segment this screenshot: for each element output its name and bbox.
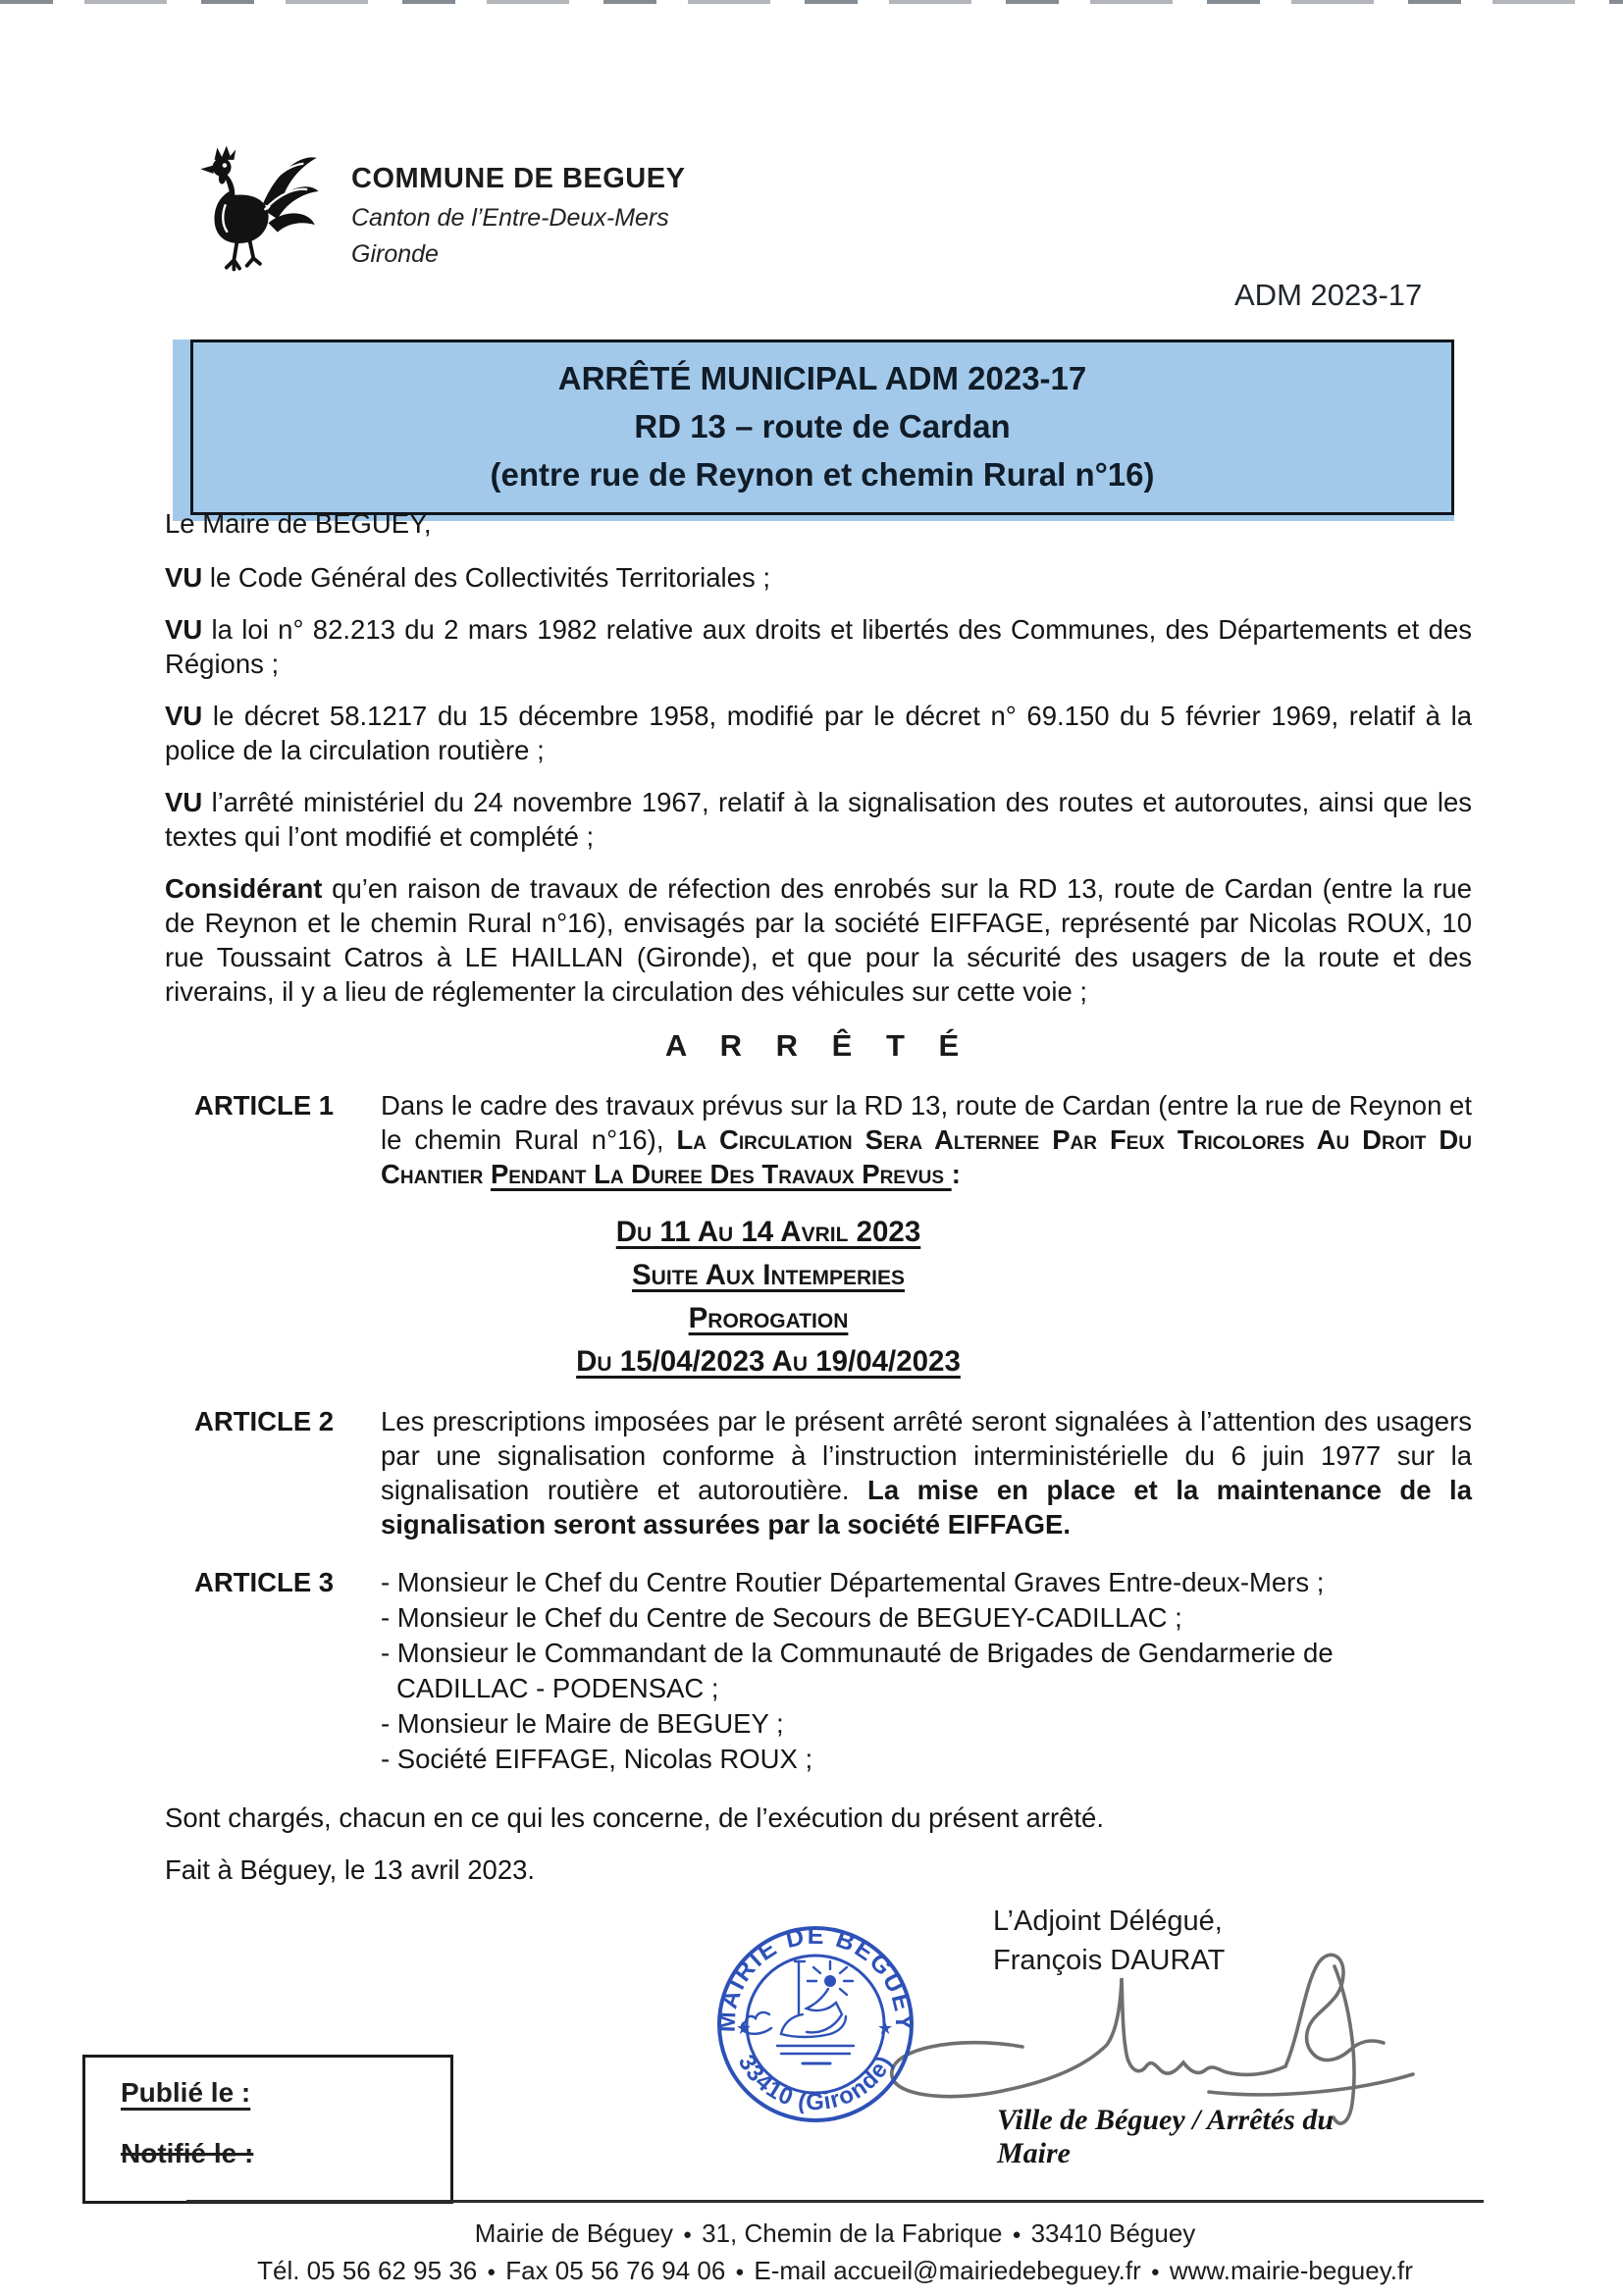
- signature-caption: Ville de Béguey / Arrêtés du Maire: [997, 2104, 1335, 2169]
- article-1: [165, 1088, 1472, 1191]
- article-3-item: - Société EIFFAGE, Nicolas ROUX ;: [381, 1744, 813, 1774]
- article-3-item: - Monsieur le Commandant de la Communauté de Brigades de Gendarmerie de: [381, 1638, 1334, 1668]
- date-line-4: Du 15/04/2023 Au 19/04/2023: [576, 1345, 961, 1378]
- footer-city: 33410 Béguey: [1030, 2218, 1196, 2248]
- article-3-item: - Monsieur le Maire de BEGUEY ;: [381, 1708, 784, 1739]
- arrete-heading: A R R Ê T É: [664, 1028, 972, 1063]
- vu-label: VU: [165, 701, 203, 731]
- bullet-icon: ●: [735, 2264, 745, 2280]
- footer-street: 31, Chemin de la Fabrique: [702, 2218, 1003, 2248]
- article-3-item: - Monsieur le Chef du Centre de Secours de BEGUEY-CADILLAC ;: [381, 1602, 1182, 1633]
- stamp-figure: [742, 1961, 854, 2063]
- letterhead: [188, 139, 685, 279]
- footer-fax: Fax 05 56 76 94 06: [505, 2256, 726, 2285]
- bullet-icon: ●: [1150, 2264, 1160, 2280]
- vu-label: VU: [165, 787, 203, 817]
- article-2-text-bold: La mise en place et la maintenance de la signalisation seront assurées par la société EIFFAGE.: [381, 1475, 1472, 1539]
- title-box-inner: [190, 339, 1454, 515]
- vu-text: l’arrêté ministériel du 24 novembre 1967, relatif à la signalisation des routes et autoroutes, ainsi que les textes qui l’ont modifié et complété ;: [165, 787, 1472, 852]
- title-box: [173, 339, 1454, 521]
- footer-org: Mairie de Béguey: [474, 2218, 674, 2248]
- considerant-label: Considérant: [165, 873, 323, 904]
- document-body: [165, 506, 1472, 1905]
- article-1-text: [381, 1088, 1472, 1191]
- published-label: Publié le :: [121, 2077, 251, 2108]
- vu-text: la loi n° 82.213 du 2 mars 1982 relative aux droits et libertés des Communes, des Départements et des Régions ;: [165, 614, 1472, 679]
- bullet-icon: ●: [683, 2226, 693, 2243]
- article-3-item: - Monsieur le Chef du Centre Routier Départemental Graves Entre-deux-Mers ;: [381, 1567, 1325, 1597]
- vu-clause-4: [165, 785, 1472, 854]
- footer: [186, 2216, 1484, 2290]
- article-1-colon: :: [951, 1159, 961, 1189]
- opening-line: Le Maire de BEGUEY,: [165, 508, 432, 539]
- date-line-3: Prorogation: [688, 1302, 849, 1334]
- article-1-text-underlined: Pendant La Duree Des Travaux Prevus: [490, 1159, 952, 1189]
- publish-box: [82, 2055, 453, 2204]
- article-3: [165, 1565, 1472, 1777]
- article-1-text-normal: Dans le cadre des travaux prévus sur la RD 13, route de Cardan (entre la rue de Reynon et le chemin Rural n°16),: [381, 1090, 1472, 1155]
- article-2: [165, 1404, 1472, 1541]
- vu-clause-1: [165, 560, 1472, 595]
- departement-label: Gironde: [351, 240, 439, 268]
- date-line-2: Suite Aux Intemperies: [631, 1259, 905, 1291]
- article-1-label: ARTICLE 1: [194, 1090, 335, 1121]
- considerant-text: qu’en raison de travaux de réfection des enrobés sur la RD 13, route de Cardan (entre la rue de Reynon et le chemin Rural n°16), envisagés par la société EIFFAGE, représenté par Nicolas ROUX, 10 rue Toussaint Catros à LE HAILLAN (Gironde), et que pour la sécurité des usagers de la route et des riverains, il y a lieu de réglementer la circulation des véhicules sur cette voie ;: [165, 873, 1472, 1007]
- vu-text: le Code Général des Collectivités Territoriales ;: [202, 562, 770, 593]
- dateline: Fait à Béguey, le 13 avril 2023.: [165, 1854, 536, 1885]
- bullet-icon: ●: [487, 2264, 497, 2280]
- signatory-role: L’Adjoint Délégué,: [993, 1905, 1223, 1937]
- footer-phone: Tél. 05 56 62 95 36: [257, 2256, 478, 2285]
- footer-email: E-mail accueil@mairiedebeguey.fr: [754, 2256, 1141, 2285]
- vu-text: le décret 58.1217 du 15 décembre 1958, modifié par le décret n° 69.150 du 5 février 1969, relatif à la police de la circulation routière ;: [165, 701, 1472, 765]
- footer-website: www.mairie-beguey.fr: [1169, 2256, 1413, 2285]
- title-line-3: (entre rue de Reynon et chemin Rural n°16): [490, 456, 1155, 493]
- closing-line: Sont chargés, chacun en ce qui les concerne, de l’exécution du présent arrêté.: [165, 1802, 1104, 1833]
- works-dates-block: [165, 1215, 1372, 1379]
- stamp-star-left: ★: [736, 2018, 753, 2038]
- article-2-text: [381, 1404, 1472, 1541]
- article-3-label: ARTICLE 3: [194, 1567, 335, 1597]
- stamp-star-right: ★: [877, 2018, 894, 2038]
- svg-text:33410 (Gironde): 33410 (Gironde): [732, 2050, 899, 2116]
- article-3-item-continuation: CADILLAC - PODENSAC ;: [396, 1673, 719, 1703]
- date-line-1: Du 11 Au 14 Avril 2023: [615, 1216, 921, 1248]
- article-2-label: ARTICLE 2: [194, 1406, 335, 1436]
- bullet-icon: ●: [1012, 2226, 1021, 2243]
- footer-address-line: [186, 2216, 1484, 2253]
- vu-clause-3: [165, 699, 1472, 767]
- vu-label: VU: [165, 562, 203, 593]
- vu-label: VU: [165, 614, 203, 645]
- title-line-1: ARRÊTÉ MUNICIPAL ADM 2023-17: [557, 360, 1087, 396]
- document-reference: ADM 2023-17: [1234, 278, 1423, 312]
- article-1-text-caps: La Circulation Sera Alternee Par Feux Tricolores Au Droit Du Chantier: [381, 1124, 1473, 1189]
- rooster-logo-icon: [188, 139, 328, 279]
- scan-artifact-strip: [0, 0, 1623, 4]
- municipal-stamp-icon: [712, 1919, 918, 2127]
- notified-label: Notifié le :: [121, 2138, 254, 2168]
- article-3-list: [381, 1565, 1472, 1777]
- canton-label: Canton de l’Entre-Deux-Mers: [351, 204, 669, 232]
- footer-divider: [186, 2200, 1484, 2203]
- title-line-2: RD 13 – route de Cardan: [634, 408, 1011, 444]
- svg-text:MAIRIE DE BEGUEY: MAIRIE DE BEGUEY: [712, 1921, 918, 2033]
- article-2-text-normal: Les prescriptions imposées par le présent arrêté seront signalées à l’attention des usagers par une signalisation conforme à l’instruction interministérielle du 6 juin 1977 sur la signalisation routière et autoroutière.: [381, 1406, 1472, 1505]
- vu-clause-2: [165, 612, 1472, 681]
- considerant-clause: [165, 871, 1472, 1009]
- signatory-name: François DAURAT: [993, 1945, 1226, 1976]
- commune-name: COMMUNE DE BEGUEY: [351, 163, 686, 194]
- footer-contact-line: [186, 2253, 1484, 2290]
